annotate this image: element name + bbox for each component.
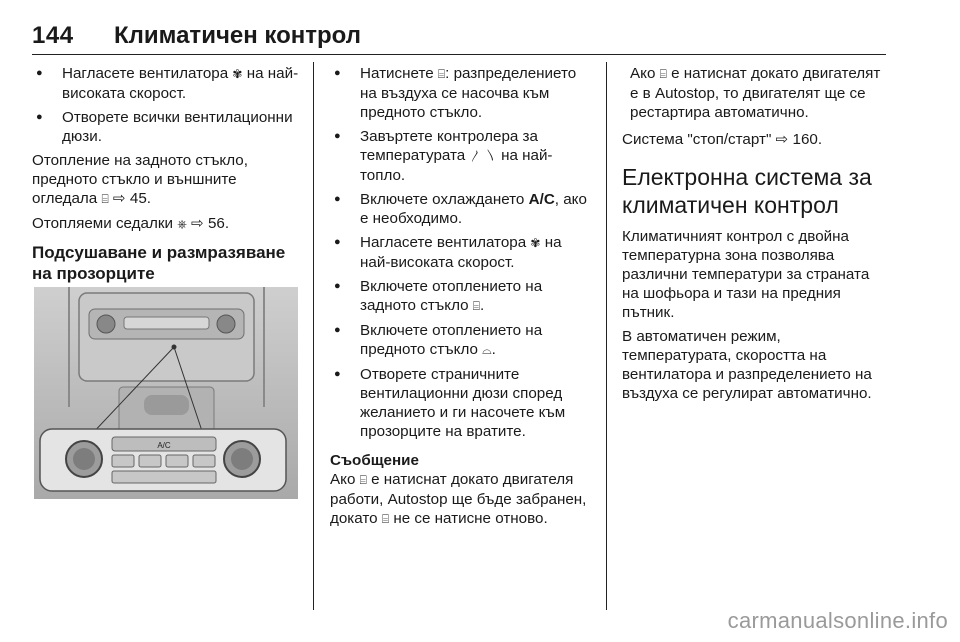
section-heading: Подсушаване и размразяване на прозорците [32, 243, 286, 283]
climate-panel-illustration [34, 287, 298, 499]
text: Натиснете [360, 65, 434, 82]
list-item [330, 365, 594, 441]
column-divider [606, 62, 607, 610]
text: Включете охлаждането [360, 191, 525, 208]
paragraph [32, 151, 304, 209]
text: . [491, 341, 496, 358]
text: е натиснат докато двигателят е в Autostop, то двигателят ще се рестартира автоматично. [630, 65, 881, 121]
section-heading: Електронна система за климатичен контрол [622, 164, 872, 218]
windscreen-heat-icon: ⌓ [482, 343, 492, 357]
defrost-icon: ⌸ [437, 67, 446, 81]
column-divider [313, 62, 314, 610]
text: Ако [330, 471, 356, 488]
column-1 [32, 64, 304, 294]
list-item [330, 127, 594, 185]
column-2 [330, 64, 594, 534]
page-reference: ⇨ 56. [191, 215, 230, 232]
temperature-dial-icon: 〳 〵 [469, 149, 497, 163]
rear-window-heat-icon: ⌸ [472, 299, 480, 313]
text: Нагласете вентилатора [62, 65, 229, 82]
paragraph: Система "стоп/старт" ⇨ 160. [622, 131, 823, 148]
page-title: Климатичен контрол [114, 22, 361, 49]
page-number: 144 [32, 22, 74, 49]
page-reference: ⇨ 45. [112, 190, 151, 207]
note-text [330, 470, 594, 529]
defrost-icon: ⌸ [659, 67, 667, 81]
text: Включете отоплението на задното стъкло [360, 278, 543, 314]
text: : разпределението на въздуха се насочва към предното стъкло. [360, 65, 577, 121]
text: Отопление на задното стъкло, предното стъкло и външните огледала [32, 152, 248, 207]
text: Ако [630, 65, 656, 82]
paragraph: Климатичният контрол с двойна температурна зона позволява различни температури за страната на шофьора и тази на предния пътник. [622, 228, 870, 321]
list-item [330, 277, 594, 316]
text: на най-високата скорост. [360, 234, 562, 271]
list-item [330, 190, 594, 228]
text: Нагласете вентилатора [360, 234, 527, 251]
text: . [480, 297, 485, 314]
ac-label: A/C [157, 441, 171, 450]
defrost-icon: ⌸ [359, 473, 367, 487]
text: Отворете всички вентилационни дюзи. [62, 109, 293, 145]
defrost-icon: ⌸ [381, 512, 390, 526]
fan-icon: ✾ [530, 236, 541, 250]
text: Отворете страничните вентилационни дюзи според желанието и ги насочете към прозорците на вратите. [360, 366, 566, 440]
note-title: Съобщение [330, 452, 419, 469]
ac-label: A/C [528, 191, 555, 208]
text: на най-топло. [360, 147, 553, 184]
list-item [32, 64, 304, 103]
column-3 [622, 64, 890, 408]
text: не се натисне отново. [393, 510, 548, 527]
list-item [330, 64, 594, 122]
text: Отопляеми седалки [32, 215, 173, 232]
paragraph: В автоматичен режим, температурата, скоростта на вентилатора и разпределението на въздуха се регулират автоматично. [622, 328, 872, 402]
text: Включете отоплението на предното стъкло [360, 322, 543, 358]
text: Завъртете контролера за температурата [360, 128, 538, 164]
heated-seat-icon: ⎈ [177, 217, 187, 231]
text: на най-високата скорост. [62, 65, 299, 102]
list-item [32, 108, 304, 146]
watermark: carmanualsonline.info [727, 608, 948, 633]
list-item [330, 321, 594, 360]
list-item [330, 233, 594, 272]
rear-window-heat-icon: ⌸ [101, 192, 109, 206]
paragraph [32, 214, 304, 234]
paragraph [622, 64, 890, 122]
fan-icon: ✾ [232, 67, 243, 81]
text: е натиснат докато двигателя работи, Autostop ще бъде забранен, докато [330, 471, 587, 527]
text: , ако е необходимо. [360, 191, 587, 227]
page-header [32, 18, 886, 55]
